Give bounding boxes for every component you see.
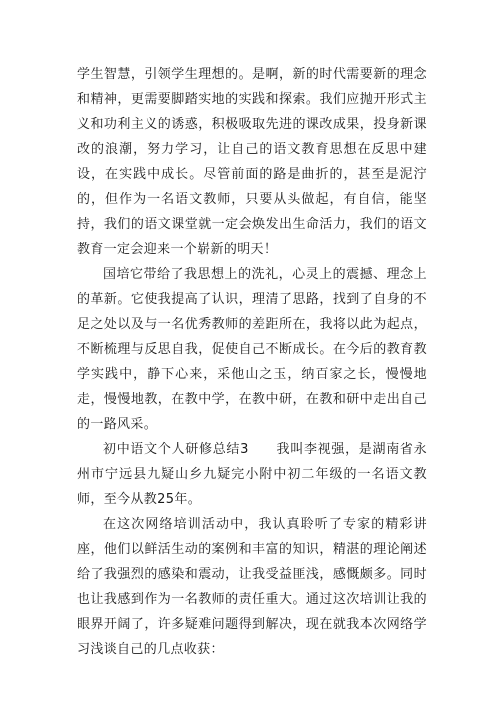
paragraph-guopei-reflection: 国培它带给了我思想上的洗礼，心灵上的震撼、理念上的革新。它使我提高了认识，理清了思路，找到了自身的不足之处以及与一名优秀教师的差距所在，我将以此为起点，不断梳理与反思自我，促使自己不断成长。在今后的教育教学实践中，静下心来，采他山之玉，纳百家之长，慢慢地走，慢慢地教，在教中学，在教中研，在教和研中走出自己的一路风采。 <box>77 267 427 432</box>
document-body <box>77 62 427 662</box>
paragraph-network-training: 在这次网络培训活动中，我认真聆听了专家的精彩讲座，他们以鲜活生动的案例和丰富的知识，精湛的理论阐述给了我强烈的感染和震动，让我受益匪浅，感慨颇多。同时也让我感到作为一名教师的责任重大。通过这次培训让我的眼界开阔了，许多疑难问题得到解决，现在就我本次网络学习浅谈自己的几点收获： <box>77 517 427 657</box>
paragraph-continuation: 学生智慧，引领学生理想的。是啊，新的时代需要新的理念和精神，更需要脚踏实地的实践和探索。我们应抛开形式主义和功利主义的诱惑，积极吸取先进的课改成果，投身新课改的浪潮，努力学习，让自己的语文教育思想在反思中建设，在实践中成长。尽管前面的路是曲折的，甚至是泥泞的，但作为一名语文教师，只要从头做起，有自信，能坚持，我们的语文课堂就一定会焕发出生命活力，我们的语文教育一定会迎来一个崭新的明天！ <box>77 67 427 257</box>
paragraph-summary-3-intro: 初中语文个人研修总结3 我叫李视强，是湖南省永州市宁远县九疑山乡九疑完小附中初二年级的一名语文教师，至今从教25年。 <box>77 442 427 507</box>
